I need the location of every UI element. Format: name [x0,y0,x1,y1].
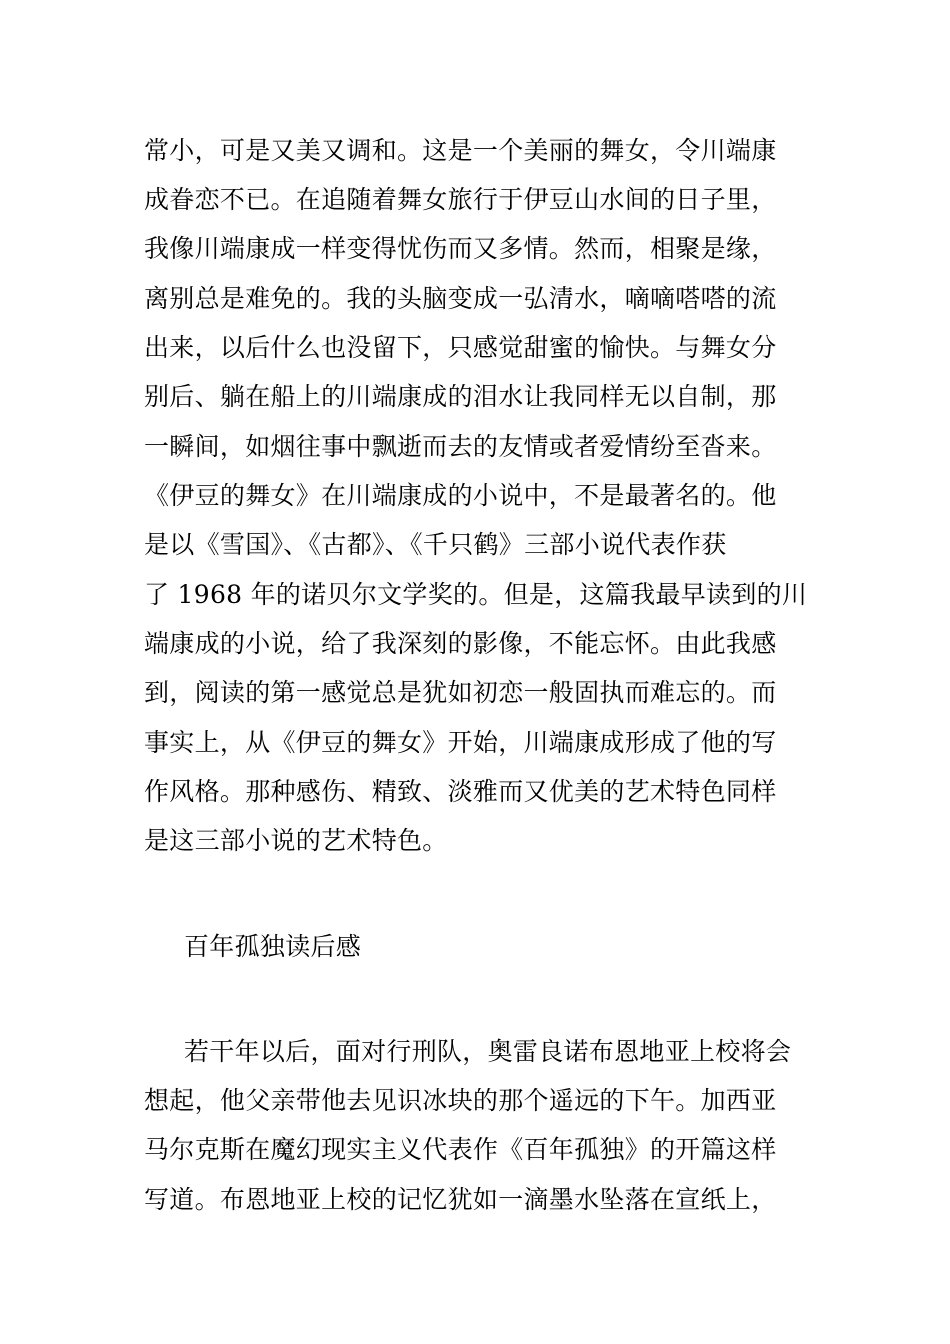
paragraph-line: 《伊豆的舞女》在川端康成的小说中，不是最著名的。他 [144,481,777,510]
section-title: 百年孤独读后感 [184,932,362,961]
paragraph-line: 是这三部小说的艺术特色。 [144,826,448,855]
paragraph-line: 成眷恋不已。在追随着舞女旅行于伊豆山水间的日子里， [144,185,777,214]
paragraph-line: 马尔克斯在魔幻现实主义代表作《百年孤独》的开篇这样 [144,1135,777,1164]
paragraph-line: 我像川端康成一样变得忧伤而又多情。然而，相聚是缘， [144,234,777,263]
paragraph-line: 出来，以后什么也没留下，只感觉甜蜜的愉快。与舞女分 [144,333,777,362]
paragraph-line: 了 1968 年的诺贝尔文学奖的。但是，这篇我最早读到的川 [144,580,808,609]
paragraph-line: 到，阅读的第一感觉总是犹如初恋一般固执而难忘的。而 [144,678,777,707]
paragraph-line: 别后、躺在船上的川端康成的泪水让我同样无以自制，那 [144,382,777,411]
paragraph-line: 作风格。那种感伤、精致、淡雅而又优美的艺术特色同样 [144,777,777,806]
paragraph-line: 端康成的小说，给了我深刻的影像，不能忘怀。由此我感 [144,629,777,658]
paragraph-line: 离别总是难免的。我的头脑变成一弘清水，嘀嘀嗒嗒的流 [144,284,777,313]
paragraph-line: 写道。布恩地亚上校的记忆犹如一滴墨水坠落在宣纸上， [144,1185,777,1214]
paragraph-line: 常小，可是又美又调和。这是一个美丽的舞女，令川端康 [144,136,777,165]
paragraph-line: 是以《雪国》、《古都》、《千只鹤》三部小说代表作获 [144,530,727,559]
paragraph-line: 想起，他父亲带他去见识冰块的那个遥远的下午。加西亚 [144,1086,777,1115]
paragraph-line: 一瞬间，如烟往事中飘逝而去的友情或者爱情纷至沓来。 [144,432,777,461]
paragraph-line: 事实上，从《伊豆的舞女》开始，川端康成形成了他的写 [144,728,777,757]
paragraph-line: 若干年以后，面对行刑队，奥雷良诺布恩地亚上校将会 [184,1037,792,1066]
